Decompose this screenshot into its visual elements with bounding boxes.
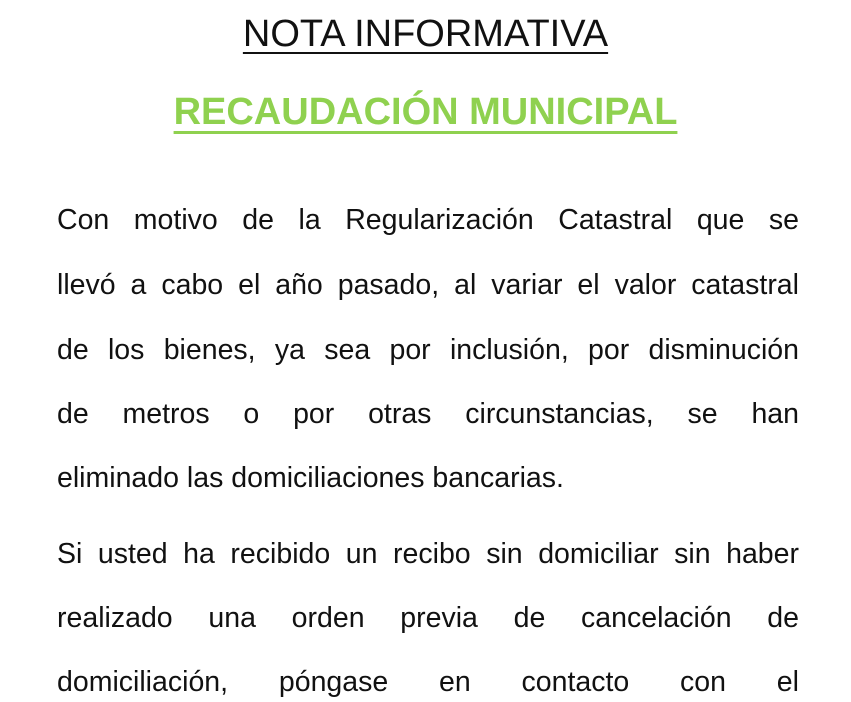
paragraph-1-line-5: eliminado las domiciliaciones bancarias. — [57, 462, 564, 494]
paragraph-1-line-2: llevó a cabo el año pasado, al variar el valor catastral — [57, 269, 799, 301]
document-subtitle: RECAUDACIÓN MUNICIPAL — [173, 91, 678, 133]
paragraph-2-line-1: Si usted ha recibido un recibo sin domiciliar sin haber — [57, 538, 799, 570]
document-title: NOTA INFORMATIVA — [242, 13, 609, 55]
paragraph-1-line-1: Con motivo de la Regularización Catastral que se — [57, 204, 799, 236]
paragraph-2-line-2: realizado una orden previa de cancelación de — [57, 602, 799, 634]
paragraph-1-line-3: de los bienes, ya sea por inclusión, por disminución — [57, 334, 799, 366]
paragraph-1-line-4: de metros o por otras circunstancias, se han — [57, 398, 799, 430]
paragraph-2-line-3: domiciliación, póngase en contacto con el — [57, 666, 799, 698]
